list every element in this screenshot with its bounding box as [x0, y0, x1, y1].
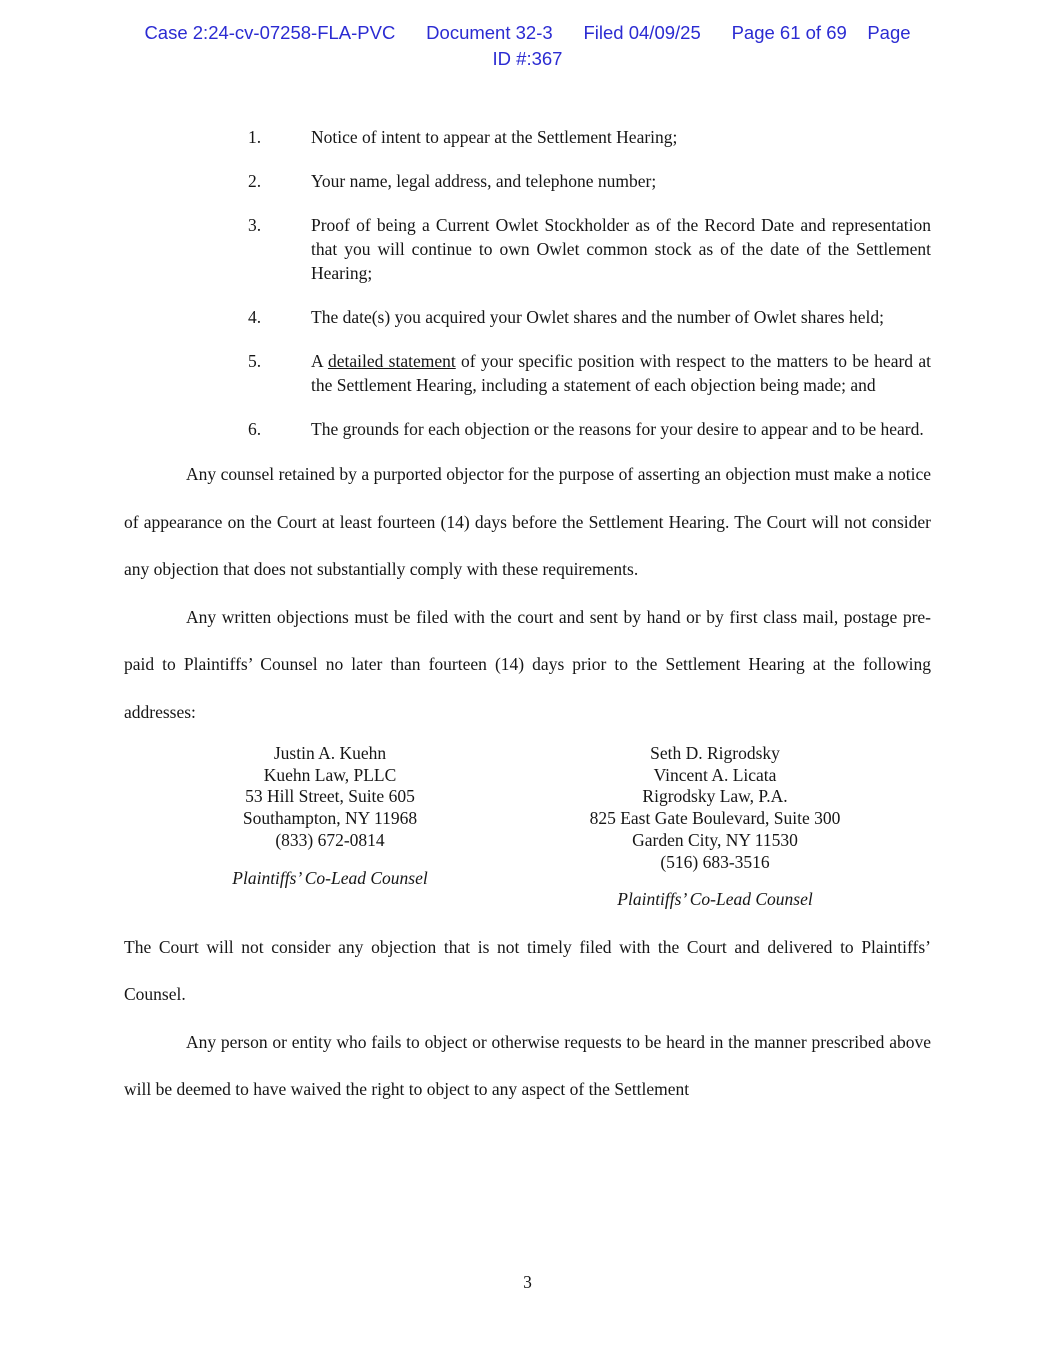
list-item	[124, 349, 931, 397]
list-item-number: 4.	[248, 307, 262, 327]
list-item-text: Proof of being a Current Owlet Stockholder as of the Record Date and representation that you will continue to own Owlet common stock as of the date of the Settlement Hearing;	[311, 215, 931, 283]
list-item	[124, 417, 931, 441]
paragraph-timely-filing: The Court will not consider any objection that is not timely filed with the Court and delivered to Plaintiffs’ Counsel.	[124, 936, 931, 1005]
counsel-firm: Kuehn Law, PLLC	[263, 764, 397, 785]
underlined-phrase: detailed statement	[327, 351, 456, 371]
list-item-text-after: of your specific position with respect to the matters to be heard at the Settlement Hearing, including a statement of each objection being made; and	[311, 351, 931, 395]
list-item-text: The date(s) you acquired your Owlet shares and the number of Owlet shares held;	[311, 307, 884, 327]
counsel-name: Justin A. Kuehn	[273, 743, 387, 763]
list-item-number: 6.	[248, 419, 262, 439]
list-item-number: 5.	[248, 351, 262, 371]
counsel-address-left	[145, 743, 515, 911]
counsel-street: 825 East Gate Boulevard, Suite 300	[589, 808, 841, 829]
counsel-firm: Rigrodsky Law, P.A.	[642, 786, 788, 807]
requirements-list	[124, 125, 931, 441]
paragraph-written-objections: Any written objections must be filed with the court and sent by hand or by first class mail, postage pre-paid to Plaintiffs’ Counsel no later than fourteen (14) days prior to the Settlement Hearing at the following addresses:	[124, 606, 931, 722]
counsel-street: 53 Hill Street, Suite 605	[245, 786, 415, 807]
list-item	[124, 213, 931, 285]
list-item	[124, 169, 931, 193]
list-item-text: Notice of intent to appear at the Settlement Hearing;	[311, 127, 678, 147]
list-item	[124, 125, 931, 149]
list-item-text: The grounds for each objection or the reasons for your desire to appear and to be heard.	[311, 419, 924, 439]
counsel-city: Garden City, NY 11530	[632, 829, 798, 850]
counsel-role: Plaintiffs’ Co-Lead Counsel	[232, 867, 428, 888]
counsel-phone: (833) 672-0814	[275, 829, 385, 850]
list-item-text	[311, 351, 931, 395]
paragraph-waiver: Any person or entity who fails to object or otherwise requests to be heard in the manner prescribed above will be deemed to have waived the right to object to any aspect of the Settlement	[124, 1031, 931, 1100]
list-item	[124, 305, 931, 329]
counsel-role: Plaintiffs’ Co-Lead Counsel	[617, 889, 813, 910]
case-header	[0, 0, 1055, 72]
list-item-text: Your name, legal address, and telephone number;	[311, 171, 657, 191]
counsel-phone: (516) 683-3516	[660, 851, 770, 872]
document-body	[124, 125, 931, 1114]
case-header-line1: Case 2:24-cv-07258-FLA-PVC Document 32-3 Filed 04/09/25 Page 61 of 69 Page	[144, 22, 911, 43]
list-item-number: 2.	[248, 171, 262, 191]
paragraph-counsel-notice: Any counsel retained by a purported objector for the purpose of asserting an objection must make a notice of appearance on the Court at least fourteen (14) days before the Settlement Hearing. The Court will not consider any objection that does not substantially comply with these requirements.	[124, 464, 931, 579]
list-item-text-before: A	[311, 351, 328, 371]
counsel-name: Seth D. Rigrodsky	[650, 743, 780, 763]
list-item-number: 1.	[248, 127, 262, 147]
counsel-name: Vincent A. Licata	[653, 764, 777, 785]
case-header-line2: ID #:367	[492, 48, 563, 69]
list-item-number: 3.	[248, 215, 262, 235]
page-number: 3	[523, 1272, 532, 1292]
counsel-city: Southampton, NY 11968	[242, 808, 418, 829]
counsel-address-right	[530, 743, 900, 911]
counsel-addresses	[124, 743, 931, 911]
